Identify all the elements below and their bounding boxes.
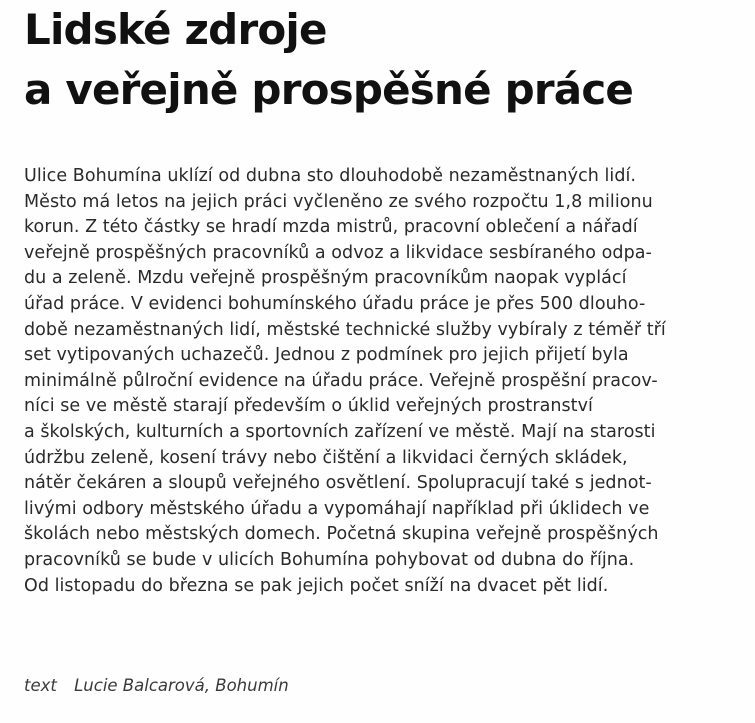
article-body-line: a školských, kulturních a sportovních zařízení ve městě. Mají na starosti <box>24 421 656 442</box>
article-body-line: korun. Z této částky se hradí mzda mistrů, pracovní oblečení a nářadí <box>24 217 638 238</box>
article-body-line: veřejně prospěšných pracovníků a odvoz a likvidace sesbíraného odpa- <box>24 242 652 263</box>
article-body-line: minimálně půlroční evidence na úřadu práce. Veřejně prospěšní pracov- <box>24 370 658 391</box>
article-title-line-1: Lidské zdroje <box>24 5 327 54</box>
article-title <box>24 0 744 120</box>
article-body-line: du a zeleně. Mzdu veřejně prospěšným pracovníkům naopak vyplácí <box>24 268 627 289</box>
article-body-line: nátěr čekáren a sloupů veřejného osvětlení. Spolupracují také s jednot- <box>24 473 652 494</box>
article-title-line-2: a veřejně prospěšné práce <box>24 65 634 114</box>
credit-author: Lucie Balcarová, Bohumín <box>74 676 289 695</box>
article-body-line: níci se ve městě starají především o úklid veřejných prostranství <box>24 396 593 417</box>
article-body-line: Město má letos na jejich práci vyčleněno ze svého rozpočtu 1,8 milionu <box>24 191 653 212</box>
article-body-line: Ulice Bohumína uklízí od dubna sto dlouhodobě nezaměstnaných lidí. <box>24 166 637 186</box>
article-body-line: livými odbory městského úřadu a vypomáhají například při úklidech ve <box>24 498 650 519</box>
article-credit <box>24 674 289 698</box>
article-body-line: Od listopadu do března se pak jejich počet sníží na dvacet pět lidí. <box>24 575 609 596</box>
article-body-line: době nezaměstnaných lidí, městské technické služby vybíraly z téměř tří <box>24 319 666 340</box>
article-body-line: pracovníků se bude v ulicích Bohumína pohybovat od dubna do října. <box>24 549 635 570</box>
article-body <box>24 164 744 599</box>
article-body-line: školách nebo městských domech. Početná skupina veřejně prospěšných <box>24 524 659 545</box>
article-body-line: úřad práce. V evidenci bohumínského úřadu práce je přes 500 dlouho- <box>24 293 646 314</box>
credit-label: text <box>24 676 57 695</box>
article-body-line: údržbu zeleně, kosení trávy nebo čištění a likvidaci černých skládek, <box>24 447 628 468</box>
article-body-line: set vytipovaných uchazečů. Jednou z podmínek pro jejich přijetí byla <box>24 345 629 366</box>
